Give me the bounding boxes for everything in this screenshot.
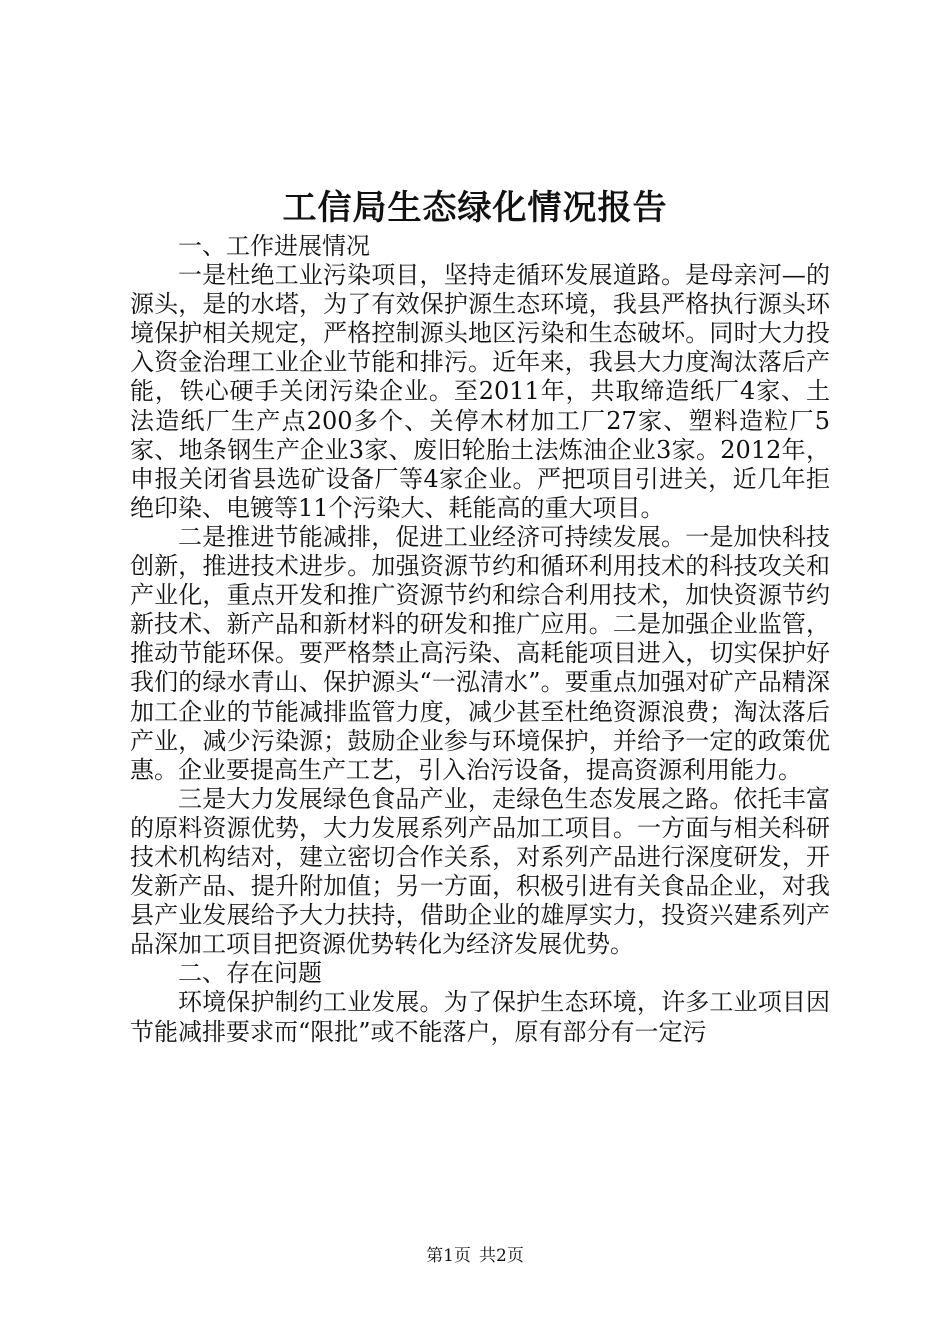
page-total: 共2页 xyxy=(479,1246,524,1266)
paragraph-problems: 环境保护制约工业发展。为了保护生态环境，许多工业项目因节能减排要求而“限批”或不能落户，原有部分有一定污 xyxy=(130,988,830,1046)
paragraph-green-food: 三是大力发展绿色食品产业，走绿色生态发展之路。依托丰富的原料资源优势，大力发展系列产品加工项目。一方面与相关科研技术机构结对，建立密切合作关系，对系列产品进行深度研发，开发新产品、提升附加值；另一方面，积极引进有关食品企业，对我县产业发展给予大力扶持，借助企业的雄厚实力，投资兴建系列产品深加工项目把资源优势转化为经济发展优势。 xyxy=(130,784,830,959)
page-footer xyxy=(0,1245,950,1267)
paragraph-energy-saving: 二是推进节能减排，促进工业经济可持续发展。一是加快科技创新，推进技术进步。加强资源节约和循环利用技术的科技攻关和产业化，重点开发和推广资源节约和综合利用技术，加快资源节约新技术、新产品和新材料的研发和推广应用。二是加强企业监管，推动节能环保。要严格禁止高污染、高耗能项目进入，切实保护好我们的绿水青山、保护源头“一泓清水”。要重点加强对矿产品精深加工企业的节能减排监管力度，减少甚至杜绝资源浪费；淘汰落后产业，减少污染源；鼓励企业参与环境保护，并给予一定的政策优惠。企业要提高生产工艺，引入治污设备，提高资源利用能力。 xyxy=(130,522,830,784)
paragraph-pollution-control: 一是杜绝工业污染项目，坚持走循环发展道路。是母亲河—的源头，是的水塔，为了有效保护源生态环境，我县严格执行源头环境保护相关规定，严格控制源头地区污染和生态破坏。同时大力投入资金治理工业企业节能和排污。近年来，我县大力度淘汰落后产能，铁心硬手关闭污染企业。至2011年，共取缔造纸厂4家、土法造纸厂生产点200多个、关停木材加工厂27家、塑料造粒厂5家、地条钢生产企业3家、废旧轮胎土法炼油企业3家。2012年，申报关闭省县选矿设备厂等4家企业。严把项目引进关，近几年拒绝印染、电镀等11个污染大、耗能高的重大项目。 xyxy=(130,261,830,522)
section-heading-problems: 二、存在问题 xyxy=(178,959,322,988)
page-number: 第1页 xyxy=(426,1246,471,1266)
document-title: 工信局生态绿化情况报告 xyxy=(282,188,668,228)
document-body xyxy=(130,232,830,1047)
section-heading-progress: 一、工作进展情况 xyxy=(178,232,370,260)
